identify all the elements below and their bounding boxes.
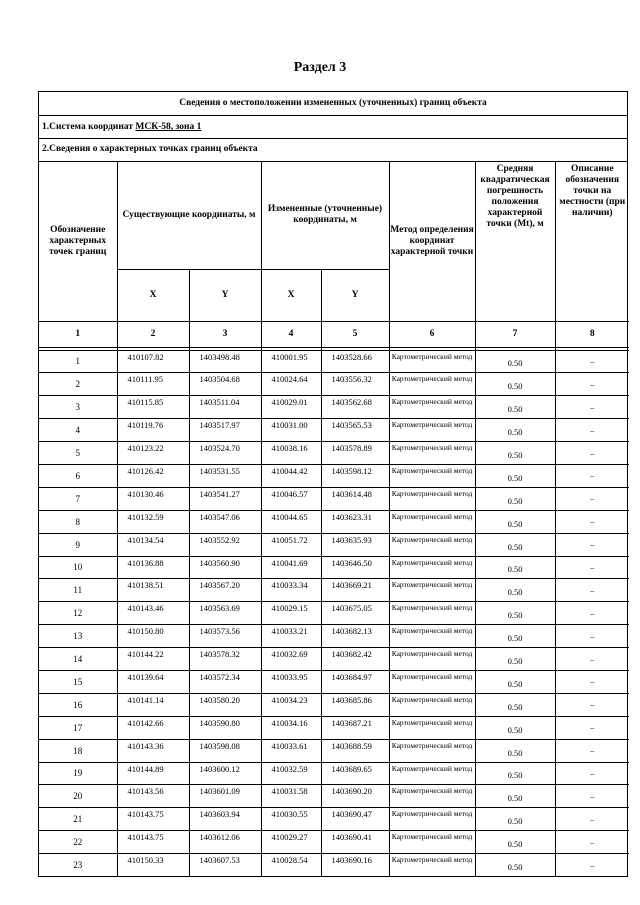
- table-row: [39, 693, 629, 716]
- header-existing-coords: Существующие координаты, м: [117, 162, 261, 269]
- point-number: 1: [39, 350, 117, 373]
- method: Картометрический метод: [389, 579, 475, 602]
- method: Картометрический метод: [389, 785, 475, 808]
- existing-x: 410150.33: [117, 854, 189, 877]
- point-number: 17: [39, 716, 117, 739]
- changed-y: 1403578.89: [321, 442, 389, 465]
- changed-x: 410029.15: [261, 602, 321, 625]
- existing-y: 1403498.48: [189, 350, 261, 373]
- changed-x: 410032.69: [261, 648, 321, 671]
- existing-y: 1403531.55: [189, 464, 261, 487]
- method: Картометрический метод: [389, 510, 475, 533]
- table-row: [39, 648, 629, 671]
- mt-value: 0.50: [475, 373, 555, 396]
- column-number: 7: [475, 321, 555, 347]
- mt-value: 0.50: [475, 464, 555, 487]
- method: Картометрический метод: [389, 670, 475, 693]
- mt-value: 0.50: [475, 831, 555, 854]
- changed-x: 410033.21: [261, 625, 321, 648]
- description: –: [555, 350, 629, 373]
- changed-x: 410033.61: [261, 739, 321, 762]
- changed-y: 1403690.16: [321, 854, 389, 877]
- changed-x: 410024.64: [261, 373, 321, 396]
- existing-y: 1403601.09: [189, 785, 261, 808]
- header-point: Обозначение характерных точек границ: [39, 162, 117, 321]
- changed-x: 410032.59: [261, 762, 321, 785]
- method: Картометрический метод: [389, 464, 475, 487]
- column-number: 5: [321, 321, 389, 347]
- description: –: [555, 373, 629, 396]
- changed-y: 1403690.20: [321, 785, 389, 808]
- table-row: [39, 350, 629, 373]
- existing-y: 1403590.80: [189, 716, 261, 739]
- mt-value: 0.50: [475, 419, 555, 442]
- table-row: [39, 670, 629, 693]
- point-number: 15: [39, 670, 117, 693]
- existing-y: 1403572.34: [189, 670, 261, 693]
- changed-y: 1403646.50: [321, 556, 389, 579]
- table-row: [39, 716, 629, 739]
- changed-y: 1403675.05: [321, 602, 389, 625]
- existing-x: 410134.54: [117, 533, 189, 556]
- existing-y: 1403603.94: [189, 808, 261, 831]
- existing-x: 410123.22: [117, 442, 189, 465]
- header-description: Описание обозначения точки на местности (при наличии): [555, 162, 629, 321]
- mt-value: 0.50: [475, 785, 555, 808]
- method: Картометрический метод: [389, 716, 475, 739]
- table-row: [39, 808, 629, 831]
- table-row: [39, 533, 629, 556]
- header-existing-x: X: [117, 269, 189, 321]
- existing-y: 1403517.97: [189, 419, 261, 442]
- changed-y: 1403690.41: [321, 831, 389, 854]
- existing-y: 1403504.68: [189, 373, 261, 396]
- method: Картометрический метод: [389, 373, 475, 396]
- description: –: [555, 785, 629, 808]
- point-number: 16: [39, 693, 117, 716]
- description: –: [555, 556, 629, 579]
- changed-y: 1403528.66: [321, 350, 389, 373]
- method: Картометрический метод: [389, 808, 475, 831]
- existing-y: 1403511.04: [189, 396, 261, 419]
- changed-y: 1403614.48: [321, 487, 389, 510]
- point-number: 11: [39, 579, 117, 602]
- existing-x: 410144.22: [117, 648, 189, 671]
- changed-x: 410038.16: [261, 442, 321, 465]
- table-row: [39, 487, 629, 510]
- changed-x: 410001.95: [261, 350, 321, 373]
- changed-y: 1403687.21: [321, 716, 389, 739]
- coordinate-system-label: 1.Система координат: [42, 122, 134, 132]
- existing-x: 410130.46: [117, 487, 189, 510]
- existing-y: 1403547.06: [189, 510, 261, 533]
- mt-value: 0.50: [475, 854, 555, 877]
- existing-x: 410143.56: [117, 785, 189, 808]
- existing-y: 1403560.90: [189, 556, 261, 579]
- mt-value: 0.50: [475, 648, 555, 671]
- existing-y: 1403612.06: [189, 831, 261, 854]
- existing-x: 410126.42: [117, 464, 189, 487]
- changed-x: 410029.01: [261, 396, 321, 419]
- point-number: 10: [39, 556, 117, 579]
- header-changed-y: Y: [321, 269, 389, 321]
- point-number: 6: [39, 464, 117, 487]
- existing-x: 410132.59: [117, 510, 189, 533]
- changed-y: 1403688.59: [321, 739, 389, 762]
- changed-y: 1403682.13: [321, 625, 389, 648]
- existing-y: 1403563.69: [189, 602, 261, 625]
- description: –: [555, 579, 629, 602]
- mt-value: 0.50: [475, 693, 555, 716]
- description: –: [555, 464, 629, 487]
- column-number: 8: [555, 321, 629, 347]
- mt-value: 0.50: [475, 556, 555, 579]
- description: –: [555, 808, 629, 831]
- coordinate-system-value: МСК-58, зона 1: [135, 122, 202, 132]
- description: –: [555, 487, 629, 510]
- existing-x: 410107.82: [117, 350, 189, 373]
- table-row: [39, 442, 629, 465]
- section-title: Раздел 3: [293, 60, 347, 75]
- changed-y: 1403669.21: [321, 579, 389, 602]
- table-row: [39, 579, 629, 602]
- description: –: [555, 396, 629, 419]
- mt-value: 0.50: [475, 808, 555, 831]
- changed-x: 410028.54: [261, 854, 321, 877]
- mt-value: 0.50: [475, 602, 555, 625]
- point-number: 8: [39, 510, 117, 533]
- changed-x: 410031.00: [261, 419, 321, 442]
- existing-y: 1403552.92: [189, 533, 261, 556]
- description: –: [555, 716, 629, 739]
- method: Картометрический метод: [389, 602, 475, 625]
- mt-value: 0.50: [475, 533, 555, 556]
- existing-y: 1403541.27: [189, 487, 261, 510]
- point-number: 21: [39, 808, 117, 831]
- existing-y: 1403573.56: [189, 625, 261, 648]
- column-number: 4: [261, 321, 321, 347]
- changed-y: 1403562.68: [321, 396, 389, 419]
- table-caption: Сведения о местоположении измененных (уточненных) границ объекта: [39, 92, 627, 116]
- mt-value: 0.50: [475, 510, 555, 533]
- point-number: 18: [39, 739, 117, 762]
- changed-x: 410030.55: [261, 808, 321, 831]
- table-row: [39, 556, 629, 579]
- column-number: 6: [389, 321, 475, 347]
- boundary-info-table: [38, 91, 628, 877]
- points-section-title: 2.Сведения о характерных точках границ объекта: [39, 139, 627, 162]
- changed-x: 410033.34: [261, 579, 321, 602]
- description: –: [555, 625, 629, 648]
- method: Картометрический метод: [389, 419, 475, 442]
- description: –: [555, 739, 629, 762]
- method: Картометрический метод: [389, 533, 475, 556]
- table-row: [39, 785, 629, 808]
- point-number: 14: [39, 648, 117, 671]
- existing-y: 1403598.08: [189, 739, 261, 762]
- existing-x: 410142.66: [117, 716, 189, 739]
- existing-x: 410141.14: [117, 693, 189, 716]
- method: Картометрический метод: [389, 442, 475, 465]
- description: –: [555, 510, 629, 533]
- mt-value: 0.50: [475, 396, 555, 419]
- changed-y: 1403685.86: [321, 693, 389, 716]
- method: Картометрический метод: [389, 350, 475, 373]
- existing-y: 1403567.20: [189, 579, 261, 602]
- description: –: [555, 762, 629, 785]
- description: –: [555, 419, 629, 442]
- method: Картометрический метод: [389, 739, 475, 762]
- point-number: 20: [39, 785, 117, 808]
- method: Картометрический метод: [389, 625, 475, 648]
- changed-x: 410034.16: [261, 716, 321, 739]
- changed-y: 1403690.47: [321, 808, 389, 831]
- mt-value: 0.50: [475, 487, 555, 510]
- table-row: [39, 419, 629, 442]
- column-number: 2: [117, 321, 189, 347]
- table-row: [39, 464, 629, 487]
- column-number: 3: [189, 321, 261, 347]
- existing-x: 410136.88: [117, 556, 189, 579]
- changed-x: 410046.57: [261, 487, 321, 510]
- changed-x: 410034.23: [261, 693, 321, 716]
- method: Картометрический метод: [389, 556, 475, 579]
- header-changed-coords: Измененные (уточненные) координаты, м: [261, 162, 389, 269]
- point-number: 23: [39, 854, 117, 877]
- table-row: [39, 762, 629, 785]
- existing-x: 410143.75: [117, 808, 189, 831]
- table-row: [39, 739, 629, 762]
- point-number: 7: [39, 487, 117, 510]
- point-number: 22: [39, 831, 117, 854]
- header-changed-x: X: [261, 269, 321, 321]
- method: Картометрический метод: [389, 854, 475, 877]
- mt-value: 0.50: [475, 625, 555, 648]
- method: Картометрический метод: [389, 762, 475, 785]
- point-number: 19: [39, 762, 117, 785]
- existing-x: 410138.51: [117, 579, 189, 602]
- method: Картометрический метод: [389, 396, 475, 419]
- mt-value: 0.50: [475, 739, 555, 762]
- description: –: [555, 533, 629, 556]
- existing-y: 1403600.12: [189, 762, 261, 785]
- method: Картометрический метод: [389, 487, 475, 510]
- existing-x: 410150.80: [117, 625, 189, 648]
- description: –: [555, 693, 629, 716]
- description: –: [555, 442, 629, 465]
- table-row: [39, 854, 629, 877]
- changed-y: 1403689.65: [321, 762, 389, 785]
- changed-x: 410044.42: [261, 464, 321, 487]
- existing-x: 410115.85: [117, 396, 189, 419]
- description: –: [555, 670, 629, 693]
- mt-value: 0.50: [475, 350, 555, 373]
- method: Картометрический метод: [389, 648, 475, 671]
- mt-value: 0.50: [475, 442, 555, 465]
- column-number: 1: [39, 321, 117, 347]
- table-row: [39, 831, 629, 854]
- table-row: [39, 510, 629, 533]
- existing-x: 410139.64: [117, 670, 189, 693]
- changed-x: 410044.65: [261, 510, 321, 533]
- table-row: [39, 373, 629, 396]
- changed-x: 410051.72: [261, 533, 321, 556]
- existing-x: 410143.75: [117, 831, 189, 854]
- existing-x: 410143.36: [117, 739, 189, 762]
- existing-x: 410144.89: [117, 762, 189, 785]
- changed-y: 1403623.31: [321, 510, 389, 533]
- mt-value: 0.50: [475, 670, 555, 693]
- changed-y: 1403684.97: [321, 670, 389, 693]
- existing-x: 410119.76: [117, 419, 189, 442]
- description: –: [555, 648, 629, 671]
- points-table: [39, 162, 629, 876]
- coordinate-system-row: [39, 116, 627, 139]
- changed-y: 1403635.93: [321, 533, 389, 556]
- header-existing-y: Y: [189, 269, 261, 321]
- method: Картометрический метод: [389, 693, 475, 716]
- mt-value: 0.50: [475, 579, 555, 602]
- mt-value: 0.50: [475, 716, 555, 739]
- changed-x: 410041.69: [261, 556, 321, 579]
- header-mt: Средняя квадратическая погрешность положения характерной точки (Mt), м: [475, 162, 555, 321]
- points-table-body: [39, 350, 629, 876]
- changed-y: 1403556.32: [321, 373, 389, 396]
- point-number: 12: [39, 602, 117, 625]
- changed-y: 1403682.42: [321, 648, 389, 671]
- changed-y: 1403598.12: [321, 464, 389, 487]
- point-number: 13: [39, 625, 117, 648]
- header-method: Метод определения координат характерной точки: [389, 162, 475, 321]
- table-row: [39, 625, 629, 648]
- existing-y: 1403578.32: [189, 648, 261, 671]
- existing-x: 410111.95: [117, 373, 189, 396]
- existing-y: 1403524.70: [189, 442, 261, 465]
- table-row: [39, 602, 629, 625]
- point-number: 5: [39, 442, 117, 465]
- changed-x: 410033.95: [261, 670, 321, 693]
- point-number: 2: [39, 373, 117, 396]
- description: –: [555, 854, 629, 877]
- changed-x: 410031.58: [261, 785, 321, 808]
- changed-y: 1403565.53: [321, 419, 389, 442]
- mt-value: 0.50: [475, 762, 555, 785]
- existing-y: 1403580.20: [189, 693, 261, 716]
- point-number: 4: [39, 419, 117, 442]
- existing-y: 1403607.53: [189, 854, 261, 877]
- description: –: [555, 831, 629, 854]
- method: Картометрический метод: [389, 831, 475, 854]
- existing-x: 410143.46: [117, 602, 189, 625]
- changed-x: 410029.27: [261, 831, 321, 854]
- point-number: 3: [39, 396, 117, 419]
- point-number: 9: [39, 533, 117, 556]
- description: –: [555, 602, 629, 625]
- table-row: [39, 396, 629, 419]
